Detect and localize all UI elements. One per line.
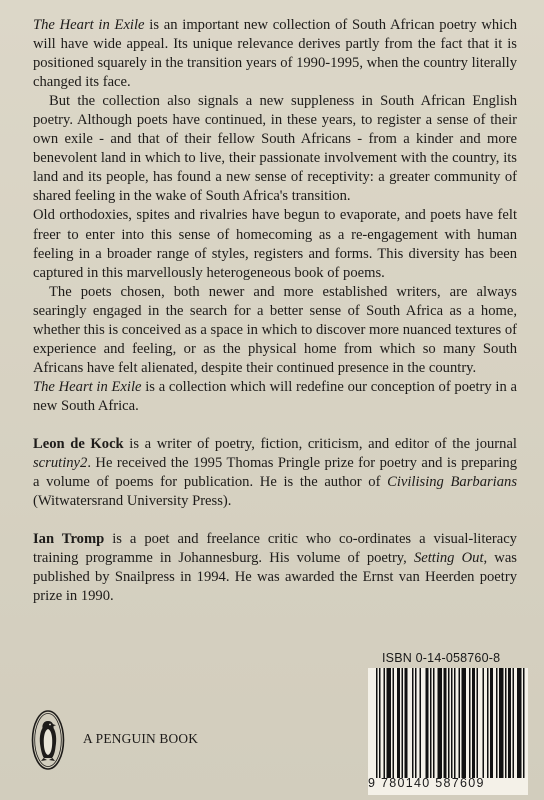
bio-text: . He received the 1995 Thomas Pringle prize for poetry and is preparing a volume of poems for publication. He is the author of (33, 455, 517, 491)
book-title: The Heart in Exile (33, 378, 142, 395)
bio-text: , was published by Snailpress in 1994. He was awarded the Ernst van Heerden poetry prize in 1990. (33, 550, 517, 605)
isbn-label: ISBN 0-14-058760-8 (382, 651, 501, 665)
barcode (368, 668, 528, 795)
journal-title: scrutiny2 (33, 455, 88, 472)
blurb-paragraph-5 (33, 378, 517, 416)
blurb-paragraph-3: Old orthodoxies, spites and rivalries have begun to evaporate, and poets have felt freer to enter into this sense of homecoming as a re-engagement with human feeling in a broader range of styles, registers and forms. This diversity has been captured in this marvellously heterogeneous book of poems. (33, 207, 517, 281)
author-bio-leon (33, 435, 517, 511)
penguin-logo-icon (31, 709, 65, 771)
author-name: Leon de Kock (33, 435, 124, 452)
blurb-paragraph-5-text: is a collection which will redefine our conception of poetry in a new South Africa. (33, 378, 517, 414)
section-gap (33, 416, 517, 435)
bio-text: is a writer of poetry, fiction, criticism, and editor of the journal (123, 435, 517, 452)
bio-text: is a poet and freelance critic who co-ordinates a visual-literacy training programme in Johannesburg. His volume of poetry, (33, 531, 517, 567)
blurb-paragraph-1-text: is an important new collection of South African poetry which will have wide appeal. Its unique relevance derives partly from the fact that it is positioned squarely in the transition years of 1990-1995, when the country literally changed its face. (33, 17, 518, 91)
book-title: Civilising Barbarians (387, 474, 518, 491)
author-bio-ian (33, 530, 517, 606)
blurb-paragraph-4: The poets chosen, both newer and more established writers, are always searingly engaged in the search for a better sense of South Africa as a home, whether this is conceived as a space in which to discover more nuanced textures of experience and feeling, or as the physical home from which so many South Africans have felt alienated, despite their continued presence in the country. (33, 283, 517, 376)
publisher-label: A PENGUIN BOOK (83, 731, 199, 746)
blurb-paragraph-2: But the collection also signals a new suppleness in South African English poetry. Although poets have continued, in these years, to register a sense of their own exile - and that of their fellow South Africans - from a kinder and more benevolent land in which to live, their passionate involvement with the country, its land and its people, has found a new sense of receptivity: a greater community of shared feeling in the wake of South Africa's transition. (33, 93, 517, 205)
bio-text: (Witwatersrand University Press). (33, 493, 232, 510)
author-name: Ian Tromp (33, 531, 105, 548)
book-title: The Heart in Exile (33, 17, 145, 33)
barcode-bars (376, 668, 526, 778)
book-title: Setting Out (413, 550, 484, 567)
barcode-lead-digit: 9 (368, 776, 375, 790)
blurb-text (33, 16, 517, 606)
blurb-paragraph-1 (33, 16, 517, 92)
barcode-digits: 780140 587609 (381, 776, 485, 790)
section-gap (33, 511, 517, 530)
